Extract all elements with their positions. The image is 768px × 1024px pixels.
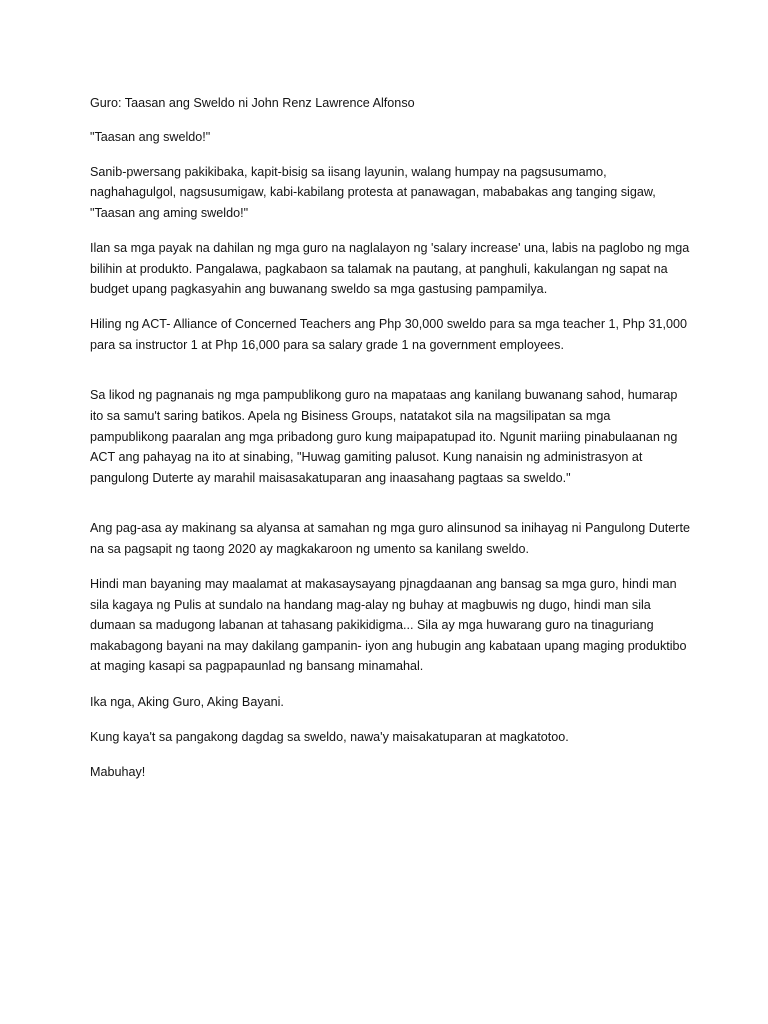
paragraph-act-demand: Hiling ng ACT- Alliance of Concerned Teachers ang Php 30,000 sweldo para sa mga teacher 1, Php 31,000 para sa instructor 1 at Php 16,000 para sa salary grade 1 na government employees. — [90, 317, 687, 352]
paragraph-mabuhay: Mabuhay! — [90, 764, 146, 779]
paragraph-protest: Sanib-pwersang pakikibaka, kapit-bisig sa iisang layunin, walang humpay na pagsusumamo, naghahagulgol, nagsusumigaw, kabi-kabilang protesta at panawagan, mababakas ang tanging sigaw, "Taasan ang aming sweldo!" — [90, 164, 656, 220]
paragraph-promise: Kung kaya't sa pangakong dagdag sa sweldo, nawa'y maisakatuparan at magkatotoo. — [90, 729, 569, 744]
document-body — [90, 93, 690, 797]
paragraph-heroes: Hindi man bayaning may maalamat at makasaysayang pjnagdaanan ang bansag sa mga guro, hindi man sila kagaya ng Pulis at sundalo na handang mag-alay ng buhay at magbuwis ng dugo, hindi man sila dumaan sa madugong labanan at tahasang pakikidigma... Sila ay mga huwarang guro na tinaguriang makabagong bayani na may dakilang gampanin- iyon ang hubugin ang kabataan upang maging produktibo at maging kasapi sa pagpapaunlad ng bansang minamahal. — [90, 577, 687, 674]
paragraph-slogan: "Taasan ang sweldo!" — [90, 129, 211, 144]
document-title: Guro: Taasan ang Sweldo ni John Renz Lawrence Alfonso — [90, 96, 415, 110]
paragraph-criticism: Sa likod ng pagnanais ng mga pampublikong guro na mapataas ang kanilang buwanang sahod, humarap ito sa samu't saring batikos. Apela ng Bisiness Groups, natatakot sila na magsilipatan sa mga pampublikong paaralan ang mga pribadong guro kung maipapatupad ito. Ngunit mariing pinabulaanan ng ACT ang pahayag na ito at sinabing, "Huwag gamiting palusot. Kung nanaisin ng administrasyon at pangulong Duterte ay marahil maisasakatuparan ang inaasahang pagtaas sa sweldo." — [90, 388, 678, 485]
paragraph-aking-guro: Ika nga, Aking Guro, Aking Bayani. — [90, 694, 284, 709]
paragraph-reasons: Ilan sa mga payak na dahilan ng mga guro na naglalayon ng 'salary increase' una, labis na paglobo ng mga bilihin at produkto. Pangalawa, pagkabaon sa talamak na pautang, at panghuli, kakulangan ng sapat na budget upang pagkasyahin ang buwanang sweldo sa mga gastusing pampamilya. — [90, 240, 690, 297]
paragraph-hope: Ang pag-asa ay makinang sa alyansa at samahan ng mga guro alinsunod sa inihayag ni Pangulong Duterte na sa pagsapit ng taong 2020 ay magkakaroon ng umento sa kanilang sweldo. — [90, 521, 690, 556]
